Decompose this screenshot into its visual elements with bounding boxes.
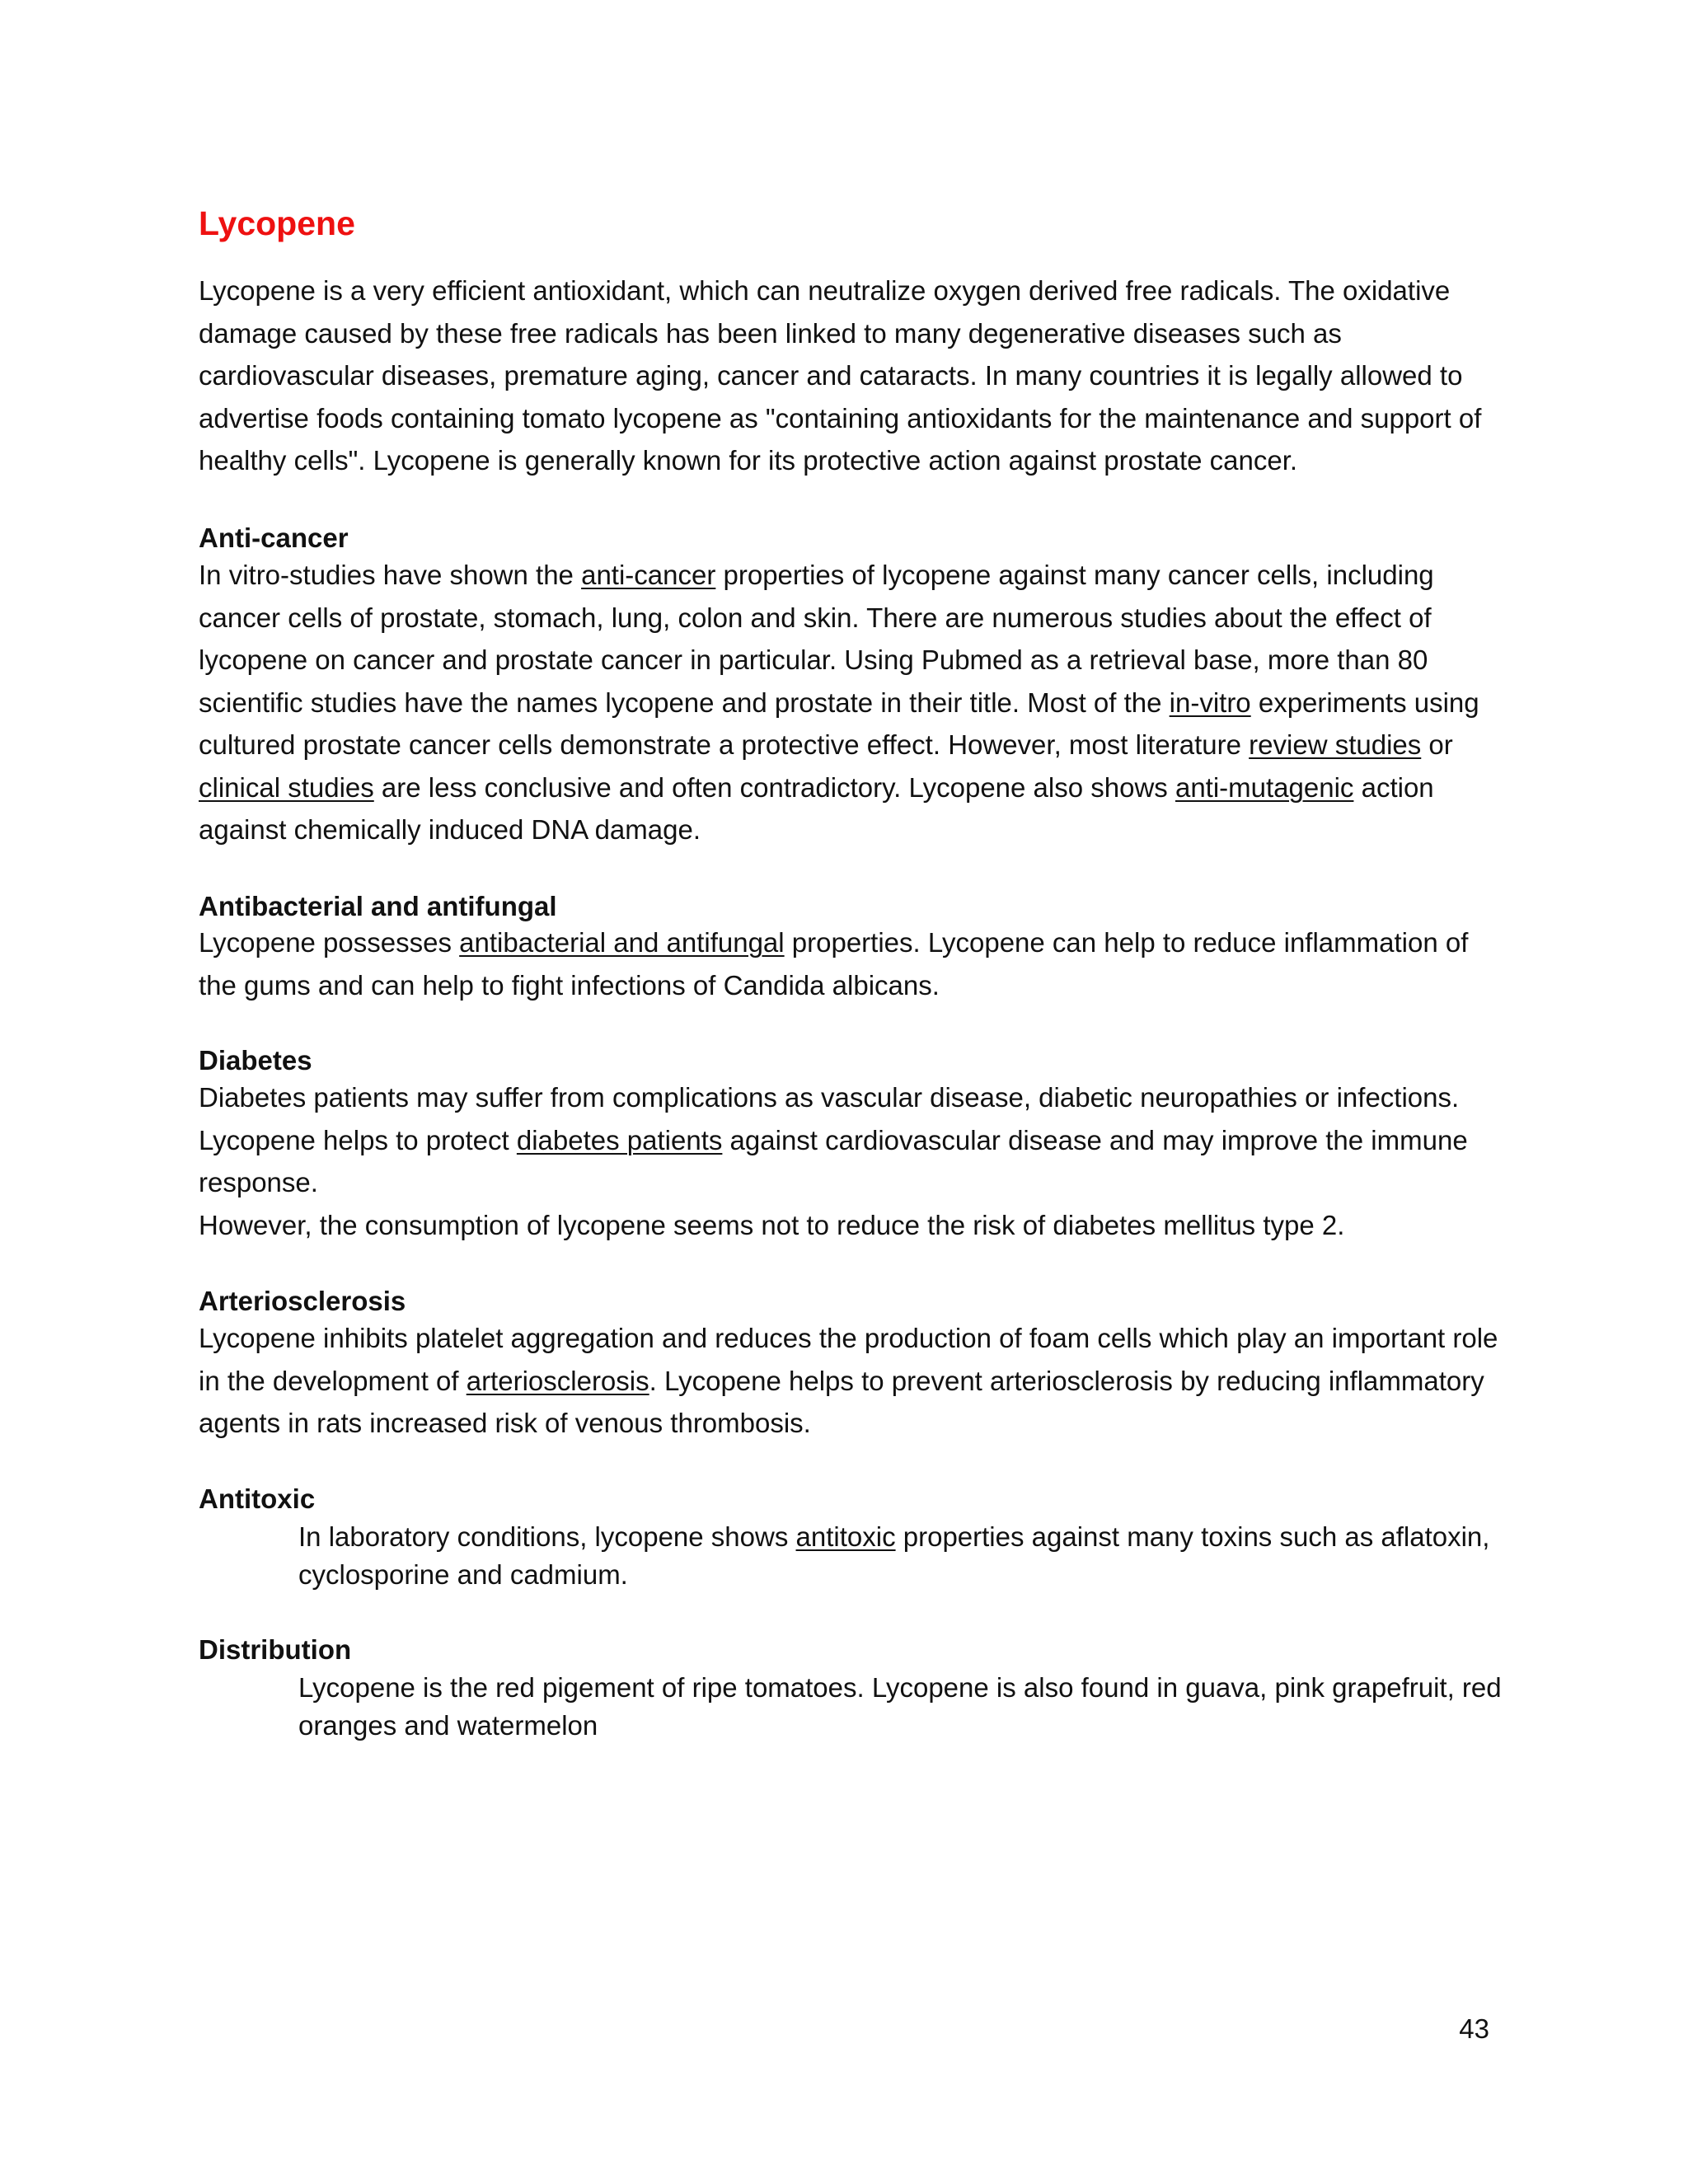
- arteriosclerosis-text-2: . Lycopene helps to prevent arteriosclerosis by reducing inflammatory agents in rats increased risk of venous thrombosis.: [199, 1365, 1484, 1438]
- link-anti-cancer[interactable]: anti-cancer: [581, 560, 716, 590]
- antibacterial-paragraph: [199, 921, 1501, 1006]
- section-heading-antibacterial: Antibacterial and antifungal: [199, 891, 557, 921]
- section-heading-anticancer: Anti-cancer: [199, 523, 349, 553]
- anticancer-text-3: experiments using cultured prostate cancer cells demonstrate a protective effect. However, most literature: [199, 687, 1479, 760]
- page-title: Lycopene: [199, 204, 355, 242]
- link-arteriosclerosis[interactable]: arteriosclerosis: [466, 1365, 649, 1396]
- link-clinical-studies[interactable]: clinical studies: [199, 771, 374, 803]
- link-diabetes-patients[interactable]: diabetes patients: [516, 1124, 723, 1155]
- link-anti-mutagenic[interactable]: anti-mutagenic: [1175, 771, 1354, 803]
- anticancer-paragraph: [199, 554, 1501, 851]
- link-antitoxic[interactable]: antitoxic: [795, 1521, 896, 1552]
- anticancer-text-5: are less conclusive and often contradictory. Lycopene also shows: [373, 771, 1175, 803]
- intro-paragraph: Lycopene is a very efficient antioxidant, which can neutralize oxygen derived free radicals. The oxidative damage caused by these free radicals has been linked to many degenerative diseases such as cardiovascular diseases, premature aging, cancer and cataracts. In many countries it is legally allowed to advertise foods containing tomato lycopene as "containing antioxidants for the maintenance and support of healthy cells". Lycopene is generally known for its protective action against prostate cancer.: [199, 275, 1482, 476]
- distribution-paragraph: Lycopene is the red pigement of ripe tomatoes. Lycopene is also found in guava, pink grapefruit, red oranges and watermelon: [298, 1672, 1502, 1741]
- arteriosclerosis-text-1: Lycopene inhibits platelet aggregation and reduces the production of foam cells which play an important role in the development of: [199, 1323, 1498, 1396]
- section-heading-distribution: Distribution: [199, 1634, 352, 1665]
- antitoxic-paragraph: [298, 1518, 1502, 1593]
- antibacterial-text-1: Lycopene possesses: [199, 927, 460, 958]
- diabetes-text-2: against cardiovascular disease and may improve the immune response.: [199, 1124, 1468, 1197]
- diabetes-paragraph: [199, 1076, 1501, 1204]
- link-antibacterial-antifungal[interactable]: antibacterial and antifungal: [459, 927, 785, 958]
- link-review-studies[interactable]: review studies: [1249, 729, 1422, 760]
- antitoxic-text-1: In laboratory conditions, lycopene shows: [298, 1521, 796, 1552]
- antibacterial-text-2: properties. Lycopene can help to reduce inflammation of the gums and can help to fight infections of Candida albicans.: [199, 927, 1469, 1001]
- diabetes-text-1: Diabetes patients may suffer from complications as vascular disease, diabetic neuropathies or infections. Lycopene helps to protect: [199, 1082, 1460, 1155]
- section-heading-antitoxic: Antitoxic: [199, 1483, 316, 1514]
- diabetes-paragraph-2: However, the consumption of lycopene seems not to reduce the risk of diabetes mellitus type 2.: [199, 1210, 1345, 1240]
- anticancer-text-2: properties of lycopene against many cancer cells, including cancer cells of prostate, stomach, lung, colon and skin. There are numerous studies about the effect of lycopene on cancer and prostate cancer in particular. Using Pubmed as a retrieval base, more than 80 scientific studies have the names lycopene and prostate in their title. Most of the: [199, 560, 1434, 718]
- anticancer-text-4: or: [1421, 729, 1453, 760]
- arteriosclerosis-paragraph: [199, 1317, 1501, 1445]
- page-number: 43: [1459, 2013, 1489, 2044]
- link-in-vitro[interactable]: in-vitro: [1169, 687, 1251, 718]
- anticancer-text-1: In vitro-studies have shown the: [199, 560, 582, 590]
- anticancer-text-6: action against chemically induced DNA damage.: [199, 771, 1434, 845]
- section-heading-diabetes: Diabetes: [199, 1045, 312, 1076]
- antitoxic-text-2: properties against many toxins such as aflatoxin, cyclosporine and cadmium.: [298, 1521, 1490, 1590]
- section-heading-arteriosclerosis: Arteriosclerosis: [199, 1286, 406, 1316]
